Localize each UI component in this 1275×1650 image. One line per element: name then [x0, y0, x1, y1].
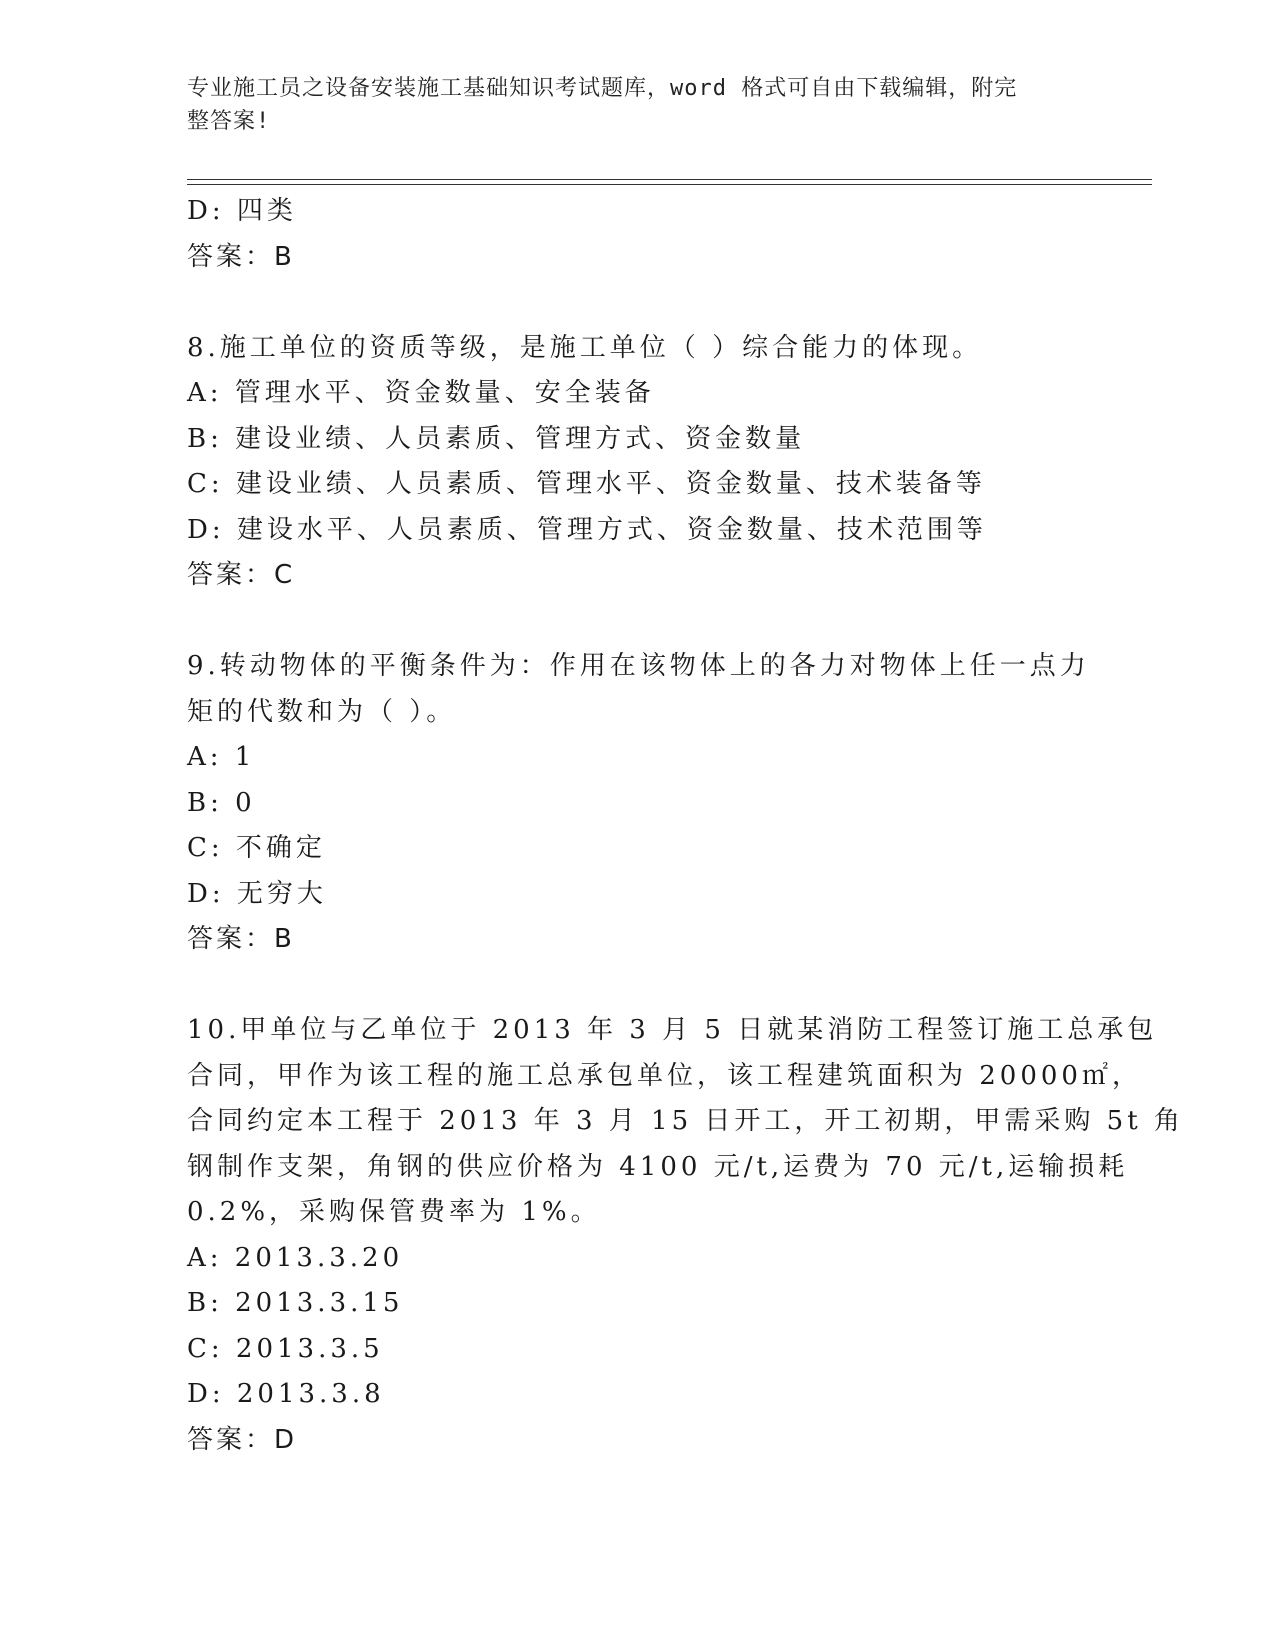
option-c: C: 建设业绩、人员素质、管理水平、资金数量、技术装备等	[187, 469, 986, 499]
question-stem-line-1: 9.转动物体的平衡条件为：作用在该物体上的各力对物体上任一点力	[187, 651, 1090, 681]
document-header	[187, 72, 1067, 138]
option-d: D: 2013.3.8	[187, 1379, 385, 1409]
option-d: D: 建设水平、人员素质、管理方式、资金数量、技术范围等	[187, 514, 987, 545]
question-stem: 8.施工单位的资质等级，是施工单位（ ）综合能力的体现。	[187, 332, 983, 363]
option-d: D: 四类	[187, 196, 297, 226]
spacer	[187, 599, 1087, 645]
question-stem-line-4: 钢制作支架，角钢的供应价格为 4100 元/t,运费为 70 元/t,运输损耗	[187, 1151, 1129, 1182]
option-a: A: 1	[187, 742, 256, 772]
option-b: B: 建设业绩、人员素质、管理方式、资金数量	[187, 423, 806, 454]
question-stem-line-2: 合同，甲作为该工程的施工总承包单位，该工程建筑面积为 20000㎡，	[187, 1060, 1142, 1091]
question-stem-line-2: 矩的代数和为（ ）。	[187, 696, 457, 727]
question-10	[187, 1008, 1184, 1463]
answer-line: 答案：B	[187, 241, 295, 272]
option-c: C: 2013.3.5	[187, 1333, 384, 1364]
option-d: D: 无穷大	[187, 878, 327, 909]
answer-line: 答案：D	[187, 1424, 298, 1455]
option-b: B: 0	[187, 787, 256, 818]
question-stem-line-5: 0.2%，采购保管费率为 1%。	[187, 1197, 601, 1227]
question-8	[187, 326, 1087, 599]
header-title-line-1: 专业施工员之设备安装施工基础知识考试题库，word 格式可自由下载编辑，附完	[187, 76, 1018, 101]
option-a: A: 管理水平、资金数量、安全装备	[187, 378, 655, 408]
option-a: A: 2013.3.20	[187, 1242, 404, 1273]
question-7-continued	[187, 189, 1087, 280]
header-divider-top	[187, 179, 1152, 180]
option-b: B: 2013.3.15	[187, 1288, 404, 1318]
document-body	[187, 189, 1184, 1463]
header-divider-bottom	[187, 184, 1152, 185]
spacer	[187, 280, 1087, 326]
header-title-line-2: 整答案!	[187, 109, 271, 134]
spacer	[187, 963, 1087, 1009]
answer-line: 答案：C	[187, 560, 296, 590]
option-c: C: 不确定	[187, 833, 326, 863]
answer-line: 答案：B	[187, 924, 295, 954]
question-stem-line-1: 10.甲单位与乙单位于 2013 年 3 月 5 日就某消防工程签订施工总承包	[187, 1015, 1158, 1045]
question-9	[187, 644, 1090, 963]
question-stem-line-3: 合同约定本工程于 2013 年 3 月 15 日开工，开工初期，甲需采购 5t 角	[187, 1106, 1184, 1136]
